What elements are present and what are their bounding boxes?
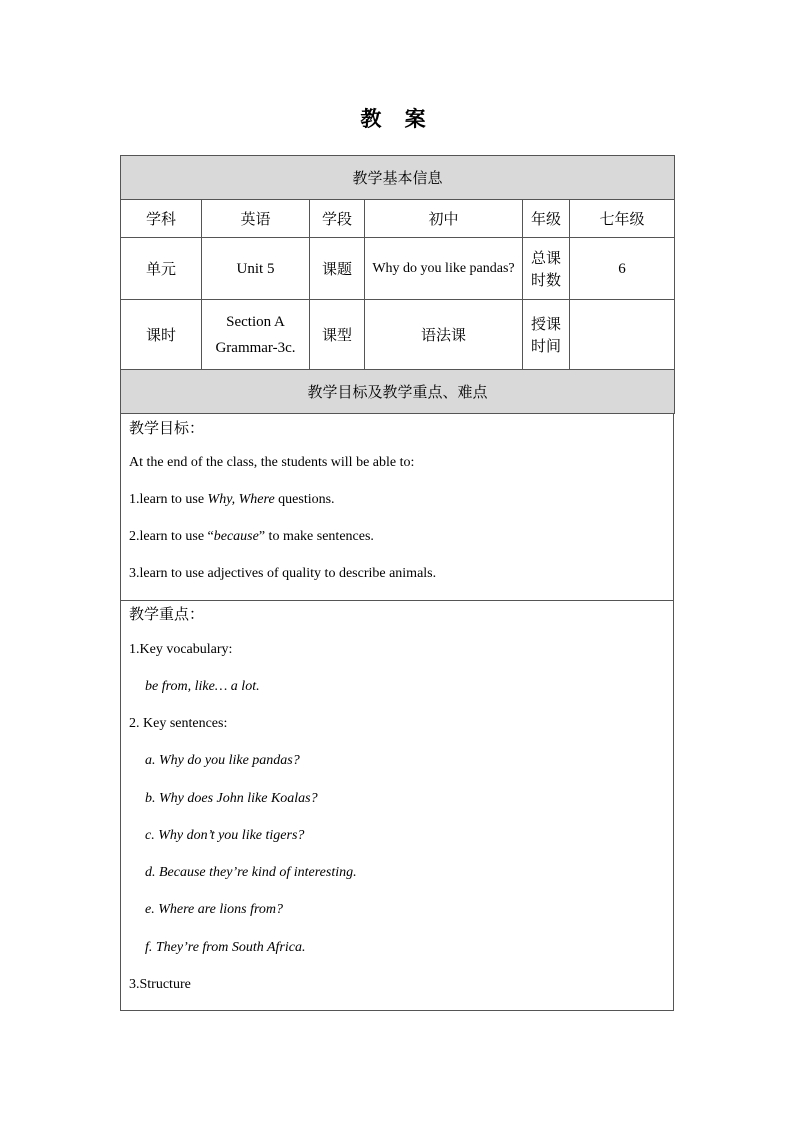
goal-1-text-a: 1.learn to use xyxy=(129,492,208,507)
basic-info-header: 教学基本信息 xyxy=(121,156,675,200)
label-grade: 年级 xyxy=(523,200,570,238)
key-sentences-title: 2. Key sentences: xyxy=(129,716,228,731)
key-vocab-title: 1.Key vocabulary: xyxy=(129,642,233,657)
label-stage: 学段 xyxy=(310,200,365,238)
value-period-section: Section A xyxy=(226,313,285,330)
goal-1 xyxy=(129,492,335,508)
label-teaching-time: 授课时间 xyxy=(523,300,570,370)
label-subject: 学科 xyxy=(121,200,202,238)
goal-2-text-c: ” to make sentences. xyxy=(258,529,374,544)
value-stage: 初中 xyxy=(365,200,523,238)
value-teaching-time xyxy=(570,300,675,370)
teaching-goals-section xyxy=(120,413,674,601)
value-topic: Why do you like pandas? xyxy=(365,238,523,300)
document-title: 教 案 xyxy=(360,107,434,131)
value-lesson-type: 语法课 xyxy=(365,300,523,370)
label-lesson-type: 课型 xyxy=(310,300,365,370)
goal-1-text-c: questions. xyxy=(274,492,335,507)
goal-1-text-b: Why, Where xyxy=(207,492,275,507)
goal-2 xyxy=(129,529,374,545)
goals-intro: At the end of the class, the students will be able to: xyxy=(129,455,415,470)
value-period xyxy=(202,300,310,370)
key-vocab-line: be from, like… a lot. xyxy=(145,679,260,694)
key-sentence-e: e. Where are lions from? xyxy=(145,902,284,917)
label-total-hours: 总课时数 xyxy=(523,238,570,300)
key-structure: 3.Structure xyxy=(129,977,191,992)
value-unit: Unit 5 xyxy=(202,238,310,300)
goal-2-text-b: because xyxy=(213,529,259,544)
label-period: 课时 xyxy=(121,300,202,370)
key-sentence-a: a. Why do you like pandas? xyxy=(145,753,300,768)
value-period-grammar: Grammar-3c. xyxy=(215,339,296,356)
key-sentence-c: c. Why don’t you like tigers? xyxy=(145,828,305,843)
value-grade: 七年级 xyxy=(570,200,675,238)
goal-3: 3.learn to use adjectives of quality to describe animals. xyxy=(129,566,437,581)
value-total-hours: 6 xyxy=(570,238,675,300)
goals-header: 教学目标及教学重点、难点 xyxy=(121,370,675,414)
value-subject: 英语 xyxy=(202,200,310,238)
key-sentence-f: f. They’re from South Africa. xyxy=(145,940,306,955)
basic-info-table xyxy=(120,155,675,414)
key-sentence-b: b. Why does John like Koalas? xyxy=(145,791,318,806)
goals-label: 教学目标： xyxy=(129,419,205,437)
key-sentence-d: d. Because they’re kind of interesting. xyxy=(145,865,357,880)
key-label: 教学重点： xyxy=(129,605,205,623)
key-points-section xyxy=(120,600,674,1011)
goal-2-text-a: 2.learn to use “ xyxy=(129,529,214,544)
label-unit: 单元 xyxy=(121,238,202,300)
label-topic: 课题 xyxy=(310,238,365,300)
